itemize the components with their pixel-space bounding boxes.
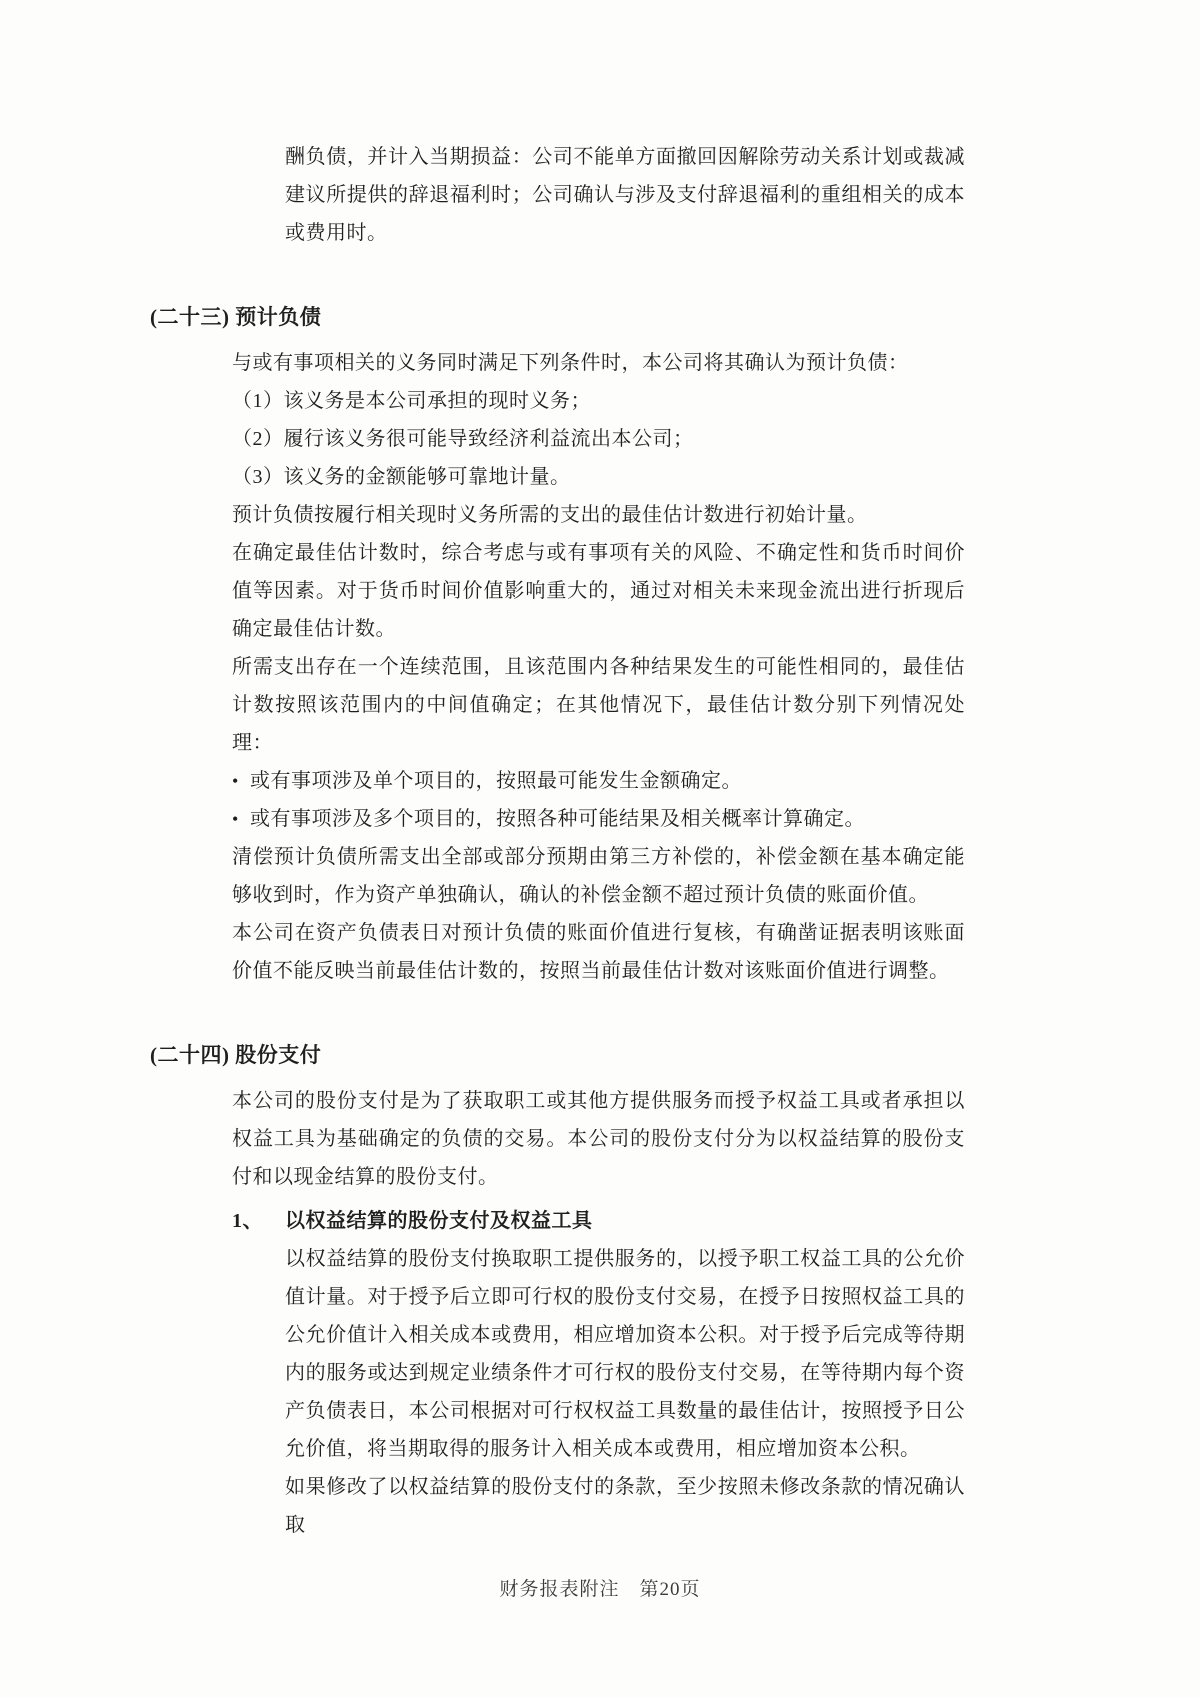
subheading-number: 1、 bbox=[232, 1210, 263, 1232]
section-23-paragraph-reimbursement: 清偿预计负债所需支出全部或部分预期由第三方补偿的，补偿金额在基本确定能够收到时，作为资产单独确认，确认的补偿金额不超过预计负债的账面价值。 bbox=[232, 846, 965, 906]
section-24-sub1-paragraph-measurement: 以权益结算的股份支付换取职工提供服务的，以授予职工权益工具的公允价值计量。对于授予后立即可行权的股份支付交易，在授予日按照权益工具的公允价值计入相关成本或费用，相应增加资本公积。对于授予后完成等待期内的服务或达到规定业绩条件才可行权的股份支付交易，在等待期内每个资产负债表日，本公司根据对可行权权益工具数量的最佳估计，按照授予日公允价值，将当期取得的服务计入相关成本或费用，相应增加资本公积。 bbox=[285, 1248, 965, 1460]
section-23-paragraph-range: 所需支出存在一个连续范围，且该范围内各种结果发生的可能性相同的，最佳估计数按照该范围内的中间值确定；在其他情况下，最佳估计数分别下列情况处理： bbox=[232, 656, 965, 754]
section-23-paragraph-review: 本公司在资产负债表日对预计负债的账面价值进行复核，有确凿证据表明该账面价值不能反映当前最佳估计数的，按照当前最佳估计数对该账面价值进行调整。 bbox=[232, 922, 965, 982]
section-23-condition-3: （3）该义务的金额能够可靠地计量。 bbox=[232, 466, 571, 488]
continuation-paragraph: 酬负债，并计入当期损益：公司不能单方面撤回因解除劳动关系计划或裁减建议所提供的辞退福利时；公司确认与涉及支付辞退福利的重组相关的成本或费用时。 bbox=[285, 146, 965, 244]
section-23-condition-2: （2）履行该义务很可能导致经济利益流出本公司； bbox=[232, 428, 694, 450]
bullet-icon: • bbox=[232, 809, 239, 829]
section-23-paragraph-intro: 与或有事项相关的义务同时满足下列条件时，本公司将其确认为预计负债： bbox=[232, 352, 909, 374]
section-24-sub1-paragraph-modification: 如果修改了以权益结算的股份支付的条款，至少按照未修改条款的情况确认取 bbox=[285, 1476, 965, 1536]
bullet-icon: • bbox=[232, 771, 239, 791]
page-footer: 财务报表附注 第20页 bbox=[499, 1579, 701, 1600]
section-23-bullet-item-multiple bbox=[232, 800, 965, 838]
section-23-paragraph-best-estimate: 在确定最佳估计数时，综合考虑与或有事项有关的风险、不确定性和货币时间价值等因素。对于货币时间价值影响重大的，通过对相关未来现金流出进行折现后确定最佳估计数。 bbox=[232, 542, 965, 640]
section-23-paragraph-initial-measurement: 预计负债按履行相关现时义务所需的支出的最佳估计数进行初始计量。 bbox=[232, 504, 868, 526]
section-24-paragraph-intro: 本公司的股份支付是为了获取职工或其他方提供服务而授予权益工具或者承担以权益工具为基础确定的负债的交易。本公司的股份支付分为以权益结算的股份支付和以现金结算的股份支付。 bbox=[232, 1090, 965, 1188]
section-23-heading: (二十三) 预计负债 bbox=[150, 305, 322, 329]
subheading-title: 以权益结算的股份支付及权益工具 bbox=[285, 1210, 593, 1232]
section-23-bullet-item-single bbox=[232, 762, 965, 800]
bullet-text: 或有事项涉及单个项目的，按照最可能发生金额确定。 bbox=[250, 770, 742, 792]
bullet-text: 或有事项涉及多个项目的，按照各种可能结果及相关概率计算确定。 bbox=[250, 808, 865, 830]
section-24-heading: (二十四) 股份支付 bbox=[150, 1043, 322, 1067]
section-23-condition-1: （1）该义务是本公司承担的现时义务； bbox=[232, 390, 591, 412]
section-24-subheading-1 bbox=[232, 1202, 1200, 1240]
